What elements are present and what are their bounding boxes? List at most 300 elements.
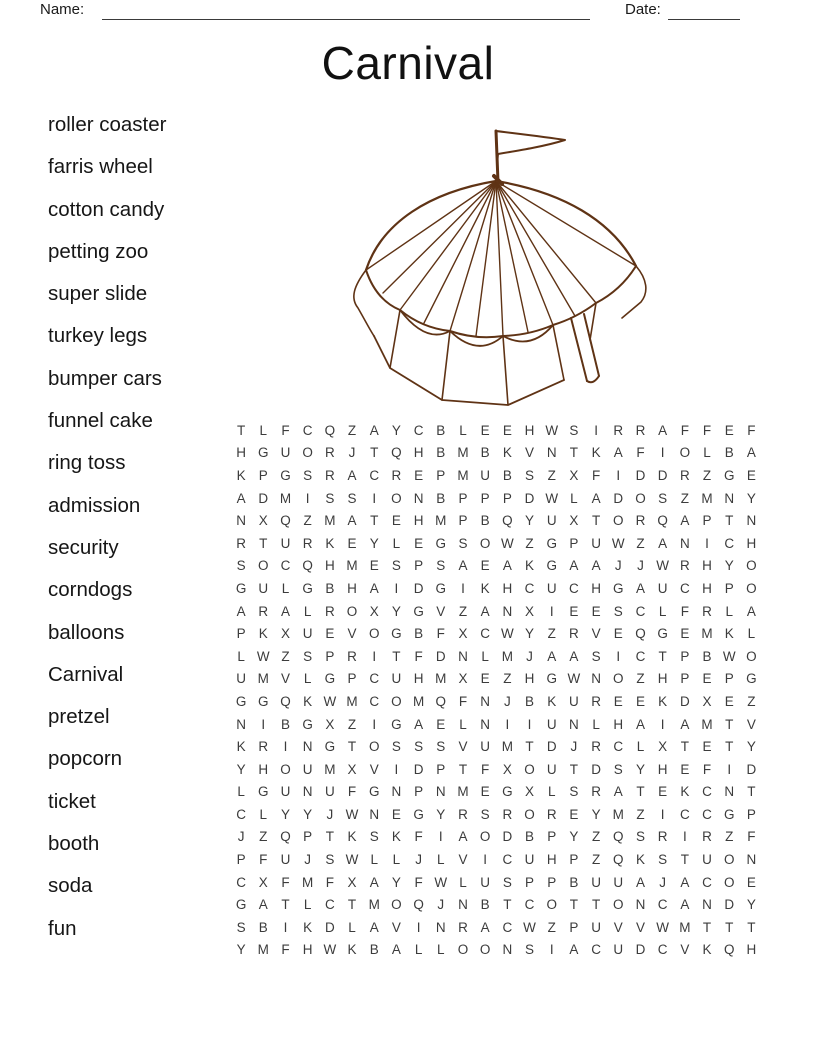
grid-letter: S <box>325 490 335 506</box>
grid-letter: Y <box>391 603 401 619</box>
grid-letter: W <box>500 626 514 642</box>
grid-letter: X <box>347 874 357 890</box>
grid-letter: U <box>591 535 601 551</box>
grid-letter: A <box>236 490 246 506</box>
grid-letter: O <box>280 761 291 777</box>
grid-letter: A <box>502 558 512 574</box>
grid-letter: U <box>258 580 269 596</box>
grid-letter: S <box>569 422 579 438</box>
grid-letter: E <box>680 761 690 777</box>
grid-letter: G <box>235 693 247 709</box>
grid-letter: Z <box>591 829 601 845</box>
grid-letter: L <box>281 580 290 596</box>
grid-letter: P <box>236 626 246 642</box>
grid-letter: N <box>435 784 446 800</box>
grid-letter: F <box>481 761 490 777</box>
grid-letter: L <box>592 716 600 732</box>
grid-letter: D <box>324 919 335 935</box>
grid-letter: I <box>705 535 709 551</box>
grid-letter: Z <box>503 671 512 687</box>
word-list-item: petting zoo <box>48 239 149 263</box>
grid-letter: P <box>258 467 268 483</box>
grid-letter: L <box>303 897 312 913</box>
grid-letter: R <box>702 829 712 845</box>
word-list-item: admission <box>48 493 141 517</box>
grid-letter: G <box>435 535 447 551</box>
grid-letter: M <box>279 490 292 506</box>
grid-letter: U <box>391 671 402 687</box>
grid-letter: S <box>391 558 401 574</box>
grid-letter: W <box>434 874 448 890</box>
grid-letter: G <box>546 535 557 551</box>
grid-letter: E <box>569 806 579 822</box>
grid-letter: K <box>347 829 357 845</box>
grid-letter: G <box>391 626 402 642</box>
grid-letter: A <box>480 919 490 935</box>
grid-letter: E <box>746 467 756 483</box>
grid-letter: T <box>747 784 756 800</box>
grid-letter: M <box>457 784 469 800</box>
grid-letter: M <box>302 874 314 890</box>
grid-letter: U <box>280 784 291 800</box>
grid-letter: I <box>394 580 399 596</box>
grid-letter: S <box>436 558 446 574</box>
grid-letter: T <box>259 535 268 551</box>
grid-letter: V <box>458 739 468 755</box>
grid-letter: R <box>591 784 601 800</box>
grid-letter: L <box>259 422 268 438</box>
grid-letter: C <box>657 942 668 958</box>
grid-letter: P <box>458 513 468 529</box>
grid-letter: Y <box>391 422 401 438</box>
grid-letter: C <box>569 580 579 596</box>
grid-letter: Q <box>613 852 624 868</box>
grid-letter: O <box>391 897 402 913</box>
grid-letter: L <box>437 942 445 958</box>
grid-letter: Z <box>702 467 712 483</box>
grid-letter: Q <box>413 897 424 913</box>
grid-letter: K <box>680 784 690 800</box>
word-list-item: popcorn <box>48 747 123 771</box>
grid-letter: Y <box>591 806 601 822</box>
grid-letter: O <box>613 513 624 529</box>
grid-letter: Z <box>725 829 734 845</box>
grid-letter: V <box>525 445 535 461</box>
grid-letter: Y <box>436 806 446 822</box>
grid-letter: R <box>635 513 646 529</box>
grid-letter: N <box>746 513 757 529</box>
word-list-item: corndogs <box>48 578 133 602</box>
grid-letter: D <box>724 897 735 913</box>
grid-letter: G <box>324 739 336 755</box>
grid-letter: Q <box>435 693 447 709</box>
grid-letter: Y <box>746 897 756 913</box>
grid-letter: M <box>257 942 269 958</box>
grid-letter: Q <box>502 513 513 529</box>
grid-letter: I <box>438 829 443 845</box>
grid-letter: U <box>480 874 491 890</box>
grid-letter: T <box>392 648 401 664</box>
grid-letter: A <box>258 897 268 913</box>
grid-letter: G <box>502 784 513 800</box>
grid-letter: S <box>347 490 357 506</box>
grid-letter: T <box>370 513 379 529</box>
grid-letter: H <box>347 580 357 596</box>
grid-letter: N <box>679 535 690 551</box>
grid-letter: A <box>680 874 690 890</box>
grid-letter: G <box>280 467 291 483</box>
grid-letter: I <box>416 919 421 935</box>
grid-letter: Z <box>747 693 756 709</box>
grid-letter: E <box>613 693 623 709</box>
grid-letter: X <box>658 739 668 755</box>
grid-letter: S <box>414 739 424 755</box>
grid-letter: U <box>480 739 491 755</box>
grid-letter: U <box>546 761 557 777</box>
grid-letter: C <box>502 919 513 935</box>
grid-letter: S <box>613 761 623 777</box>
grid-letter: C <box>369 693 380 709</box>
grid-letter: K <box>325 535 335 551</box>
grid-letter: N <box>724 784 735 800</box>
grid-letter: F <box>414 874 423 890</box>
grid-letter: H <box>524 671 535 687</box>
grid-letter: E <box>680 626 690 642</box>
grid-letter: R <box>258 603 269 619</box>
grid-letter: V <box>635 919 645 935</box>
grid-letter: K <box>502 445 512 461</box>
grid-letter: G <box>546 671 557 687</box>
grid-letter: W <box>323 942 337 958</box>
grid-letter: A <box>658 422 668 438</box>
grid-letter: D <box>546 739 557 755</box>
grid-letter: P <box>746 806 756 822</box>
grid-letter: F <box>436 626 445 642</box>
grid-letter: R <box>458 806 468 822</box>
grid-letter: Q <box>280 693 291 709</box>
grid-letter: F <box>414 829 423 845</box>
grid-letter: U <box>591 874 601 890</box>
grid-letter: L <box>747 626 756 642</box>
page-title: Carnival <box>321 37 495 89</box>
grid-letter: J <box>348 445 356 461</box>
grid-letter: G <box>413 603 424 619</box>
grid-letter: A <box>569 942 579 958</box>
grid-letter: H <box>413 513 424 529</box>
grid-letter: V <box>458 852 468 868</box>
grid-letter: K <box>724 626 734 642</box>
grid-letter: M <box>457 445 469 461</box>
grid-letter: Z <box>636 671 645 687</box>
grid-letter: S <box>436 739 446 755</box>
grid-letter: U <box>613 942 624 958</box>
grid-letter: I <box>616 648 621 664</box>
grid-letter: I <box>660 716 665 732</box>
grid-letter: P <box>303 829 313 845</box>
grid-letter: L <box>414 942 423 958</box>
word-list-item: roller coaster <box>48 113 167 136</box>
grid-letter: L <box>237 784 245 800</box>
grid-letter: L <box>459 716 467 732</box>
grid-letter: T <box>525 739 534 755</box>
grid-letter: O <box>613 897 624 913</box>
grid-letter: B <box>280 716 290 732</box>
word-search-grid <box>230 419 763 961</box>
grid-letter: J <box>637 558 644 574</box>
grid-letter: S <box>502 874 512 890</box>
grid-letter: U <box>302 626 313 642</box>
grid-letter: W <box>500 535 514 551</box>
grid-letter: V <box>436 603 446 619</box>
grid-letter: P <box>547 829 557 845</box>
grid-letter: P <box>680 648 690 664</box>
grid-letter: O <box>524 761 535 777</box>
grid-letter: A <box>458 829 468 845</box>
grid-letter: Z <box>303 513 312 529</box>
grid-letter: M <box>501 648 513 664</box>
grid-letter: Z <box>636 535 645 551</box>
grid-letter: X <box>280 626 290 642</box>
grid-letter: P <box>724 671 734 687</box>
grid-letter: H <box>746 535 757 551</box>
grid-letter: W <box>523 919 536 935</box>
grid-letter: I <box>283 919 288 935</box>
grid-letter: O <box>479 535 491 551</box>
grid-letter: E <box>746 874 756 890</box>
grid-letter: Y <box>525 513 535 529</box>
grid-letter: I <box>616 467 621 483</box>
grid-letter: L <box>392 535 401 551</box>
word-list-item: funnel cake <box>48 409 153 433</box>
grid-letter: R <box>657 829 668 845</box>
grid-letter: L <box>703 445 711 461</box>
grid-letter: K <box>303 919 313 935</box>
grid-letter: G <box>391 716 402 732</box>
grid-letter: J <box>659 874 667 890</box>
grid-letter: M <box>435 513 447 529</box>
grid-letter: G <box>235 580 247 596</box>
grid-letter: T <box>281 897 290 913</box>
grid-letter: G <box>435 580 447 596</box>
grid-letter: A <box>280 603 290 619</box>
grid-letter: G <box>723 806 735 822</box>
word-list-item: ring toss <box>48 451 126 475</box>
grid-letter: R <box>324 467 335 483</box>
word-list-item: pretzel <box>48 705 110 729</box>
grid-letter: B <box>369 942 379 958</box>
grid-letter: W <box>545 422 559 438</box>
grid-letter: L <box>459 874 467 890</box>
name-label: Name: <box>40 1 85 18</box>
grid-letter: Q <box>280 513 291 529</box>
grid-letter: A <box>746 445 756 461</box>
grid-letter: T <box>569 897 579 913</box>
grid-letter: B <box>569 874 579 890</box>
grid-letter: U <box>546 513 557 529</box>
grid-letter: Z <box>281 648 290 664</box>
grid-letter: U <box>280 852 291 868</box>
grid-letter: W <box>256 648 270 664</box>
grid-letter: Q <box>723 942 735 958</box>
grid-letter: D <box>413 580 424 596</box>
grid-letter: N <box>369 806 380 822</box>
grid-letter: E <box>414 535 424 551</box>
grid-letter: F <box>458 693 468 709</box>
grid-letter: H <box>591 580 601 596</box>
grid-letter: E <box>391 806 401 822</box>
grid-letter: Z <box>347 422 357 438</box>
grid-letter: I <box>660 806 665 822</box>
grid-letter: C <box>280 558 291 574</box>
grid-letter: C <box>524 580 535 596</box>
grid-letter: T <box>725 919 734 935</box>
grid-letter: J <box>503 693 511 709</box>
grid-letter: P <box>236 852 246 868</box>
grid-letter: A <box>658 535 668 551</box>
grid-letter: I <box>372 490 377 506</box>
grid-letter: Y <box>391 874 401 890</box>
word-list-item: balloons <box>48 620 125 644</box>
grid-letter: I <box>527 716 532 732</box>
grid-letter: L <box>547 784 556 800</box>
grid-letter: F <box>414 648 423 664</box>
grid-letter: X <box>458 626 468 642</box>
grid-letter: D <box>502 829 513 845</box>
grid-letter: Z <box>636 806 645 822</box>
grid-letter: V <box>280 671 290 687</box>
grid-letter: T <box>747 919 756 935</box>
grid-letter: S <box>613 603 623 619</box>
date-label: Date: <box>625 1 661 18</box>
grid-letter: C <box>724 535 735 551</box>
grid-letter: K <box>525 558 535 574</box>
grid-letter: T <box>370 445 379 461</box>
grid-letter: D <box>591 761 601 777</box>
grid-letter: O <box>368 739 380 755</box>
grid-letter: O <box>479 829 491 845</box>
circus-tent-illustration <box>338 118 658 408</box>
grid-letter: O <box>368 626 380 642</box>
grid-letter: P <box>547 874 557 890</box>
grid-letter: S <box>569 784 579 800</box>
grid-letter: T <box>658 648 667 664</box>
grid-letter: G <box>546 558 557 574</box>
grid-letter: K <box>658 693 668 709</box>
grid-letter: J <box>614 558 622 574</box>
grid-letter: T <box>325 829 334 845</box>
grid-letter: P <box>525 874 535 890</box>
grid-letter: R <box>679 558 690 574</box>
grid-letter: V <box>680 942 690 958</box>
circus-tent-icon <box>338 118 658 408</box>
grid-letter: G <box>302 716 313 732</box>
grid-letter: Q <box>635 626 646 642</box>
grid-letter: H <box>413 671 424 687</box>
grid-letter: L <box>437 852 445 868</box>
word-list-item: fun <box>48 916 77 940</box>
grid-letter: J <box>526 648 533 664</box>
grid-letter: N <box>236 716 246 732</box>
grid-letter: R <box>635 422 646 438</box>
grid-letter: A <box>369 422 379 438</box>
grid-letter: W <box>345 806 359 822</box>
grid-letter: O <box>391 693 402 709</box>
grid-letter: A <box>591 490 601 506</box>
grid-letter: P <box>569 852 579 868</box>
grid-letter: A <box>613 445 623 461</box>
grid-letter: X <box>569 467 579 483</box>
grid-letter: N <box>302 739 313 755</box>
grid-letter: P <box>325 648 335 664</box>
grid-letter: N <box>458 897 468 913</box>
grid-letter: F <box>702 422 712 438</box>
grid-letter: M <box>368 897 380 913</box>
grid-letter: I <box>261 716 266 732</box>
grid-letter: Q <box>324 422 336 438</box>
grid-letter: V <box>347 626 357 642</box>
grid-letter: L <box>658 603 667 619</box>
grid-letter: K <box>303 693 313 709</box>
grid-letter: D <box>413 761 424 777</box>
grid-letter: O <box>746 580 757 596</box>
grid-letter: U <box>236 671 246 687</box>
grid-letter: U <box>302 761 313 777</box>
grid-letter: A <box>347 467 357 483</box>
grid-letter: K <box>591 445 601 461</box>
grid-letter: F <box>747 829 756 845</box>
grid-letter: R <box>679 467 690 483</box>
grid-letter: I <box>727 761 732 777</box>
word-list-item: bumper cars <box>48 366 162 390</box>
grid-letter: A <box>547 648 557 664</box>
grid-letter: U <box>657 580 668 596</box>
grid-letter: U <box>591 919 601 935</box>
grid-letter: D <box>635 467 646 483</box>
grid-letter: P <box>347 671 357 687</box>
grid-letter: D <box>657 467 668 483</box>
grid-letter: C <box>635 648 646 664</box>
grid-letter: F <box>747 422 756 438</box>
grid-letter: K <box>635 852 645 868</box>
word-list <box>48 104 167 950</box>
grid-letter: E <box>591 603 601 619</box>
grid-letter: Z <box>547 919 556 935</box>
grid-letter: R <box>236 535 246 551</box>
grid-letter: W <box>323 693 337 709</box>
grid-letter: M <box>412 693 425 709</box>
grid-letter: P <box>569 919 579 935</box>
grid-letter: U <box>524 852 535 868</box>
grid-letter: D <box>613 490 624 506</box>
grid-letter: Y <box>236 761 246 777</box>
grid-letter: T <box>725 716 734 732</box>
grid-letter: F <box>680 603 689 619</box>
grid-letter: E <box>436 716 446 732</box>
grid-letter: B <box>436 445 446 461</box>
grid-letter: U <box>480 467 491 483</box>
grid-letter: Z <box>347 716 357 732</box>
grid-letter: Y <box>369 535 379 551</box>
grid-letter: C <box>236 874 246 890</box>
grid-letter: S <box>458 535 468 551</box>
grid-letter: H <box>502 580 513 596</box>
grid-letter: R <box>591 693 601 709</box>
grid-letter: H <box>524 422 535 438</box>
grid-letter: X <box>458 671 468 687</box>
grid-letter: R <box>569 626 579 642</box>
grid-letter: L <box>303 603 312 619</box>
grid-letter: T <box>503 897 512 913</box>
